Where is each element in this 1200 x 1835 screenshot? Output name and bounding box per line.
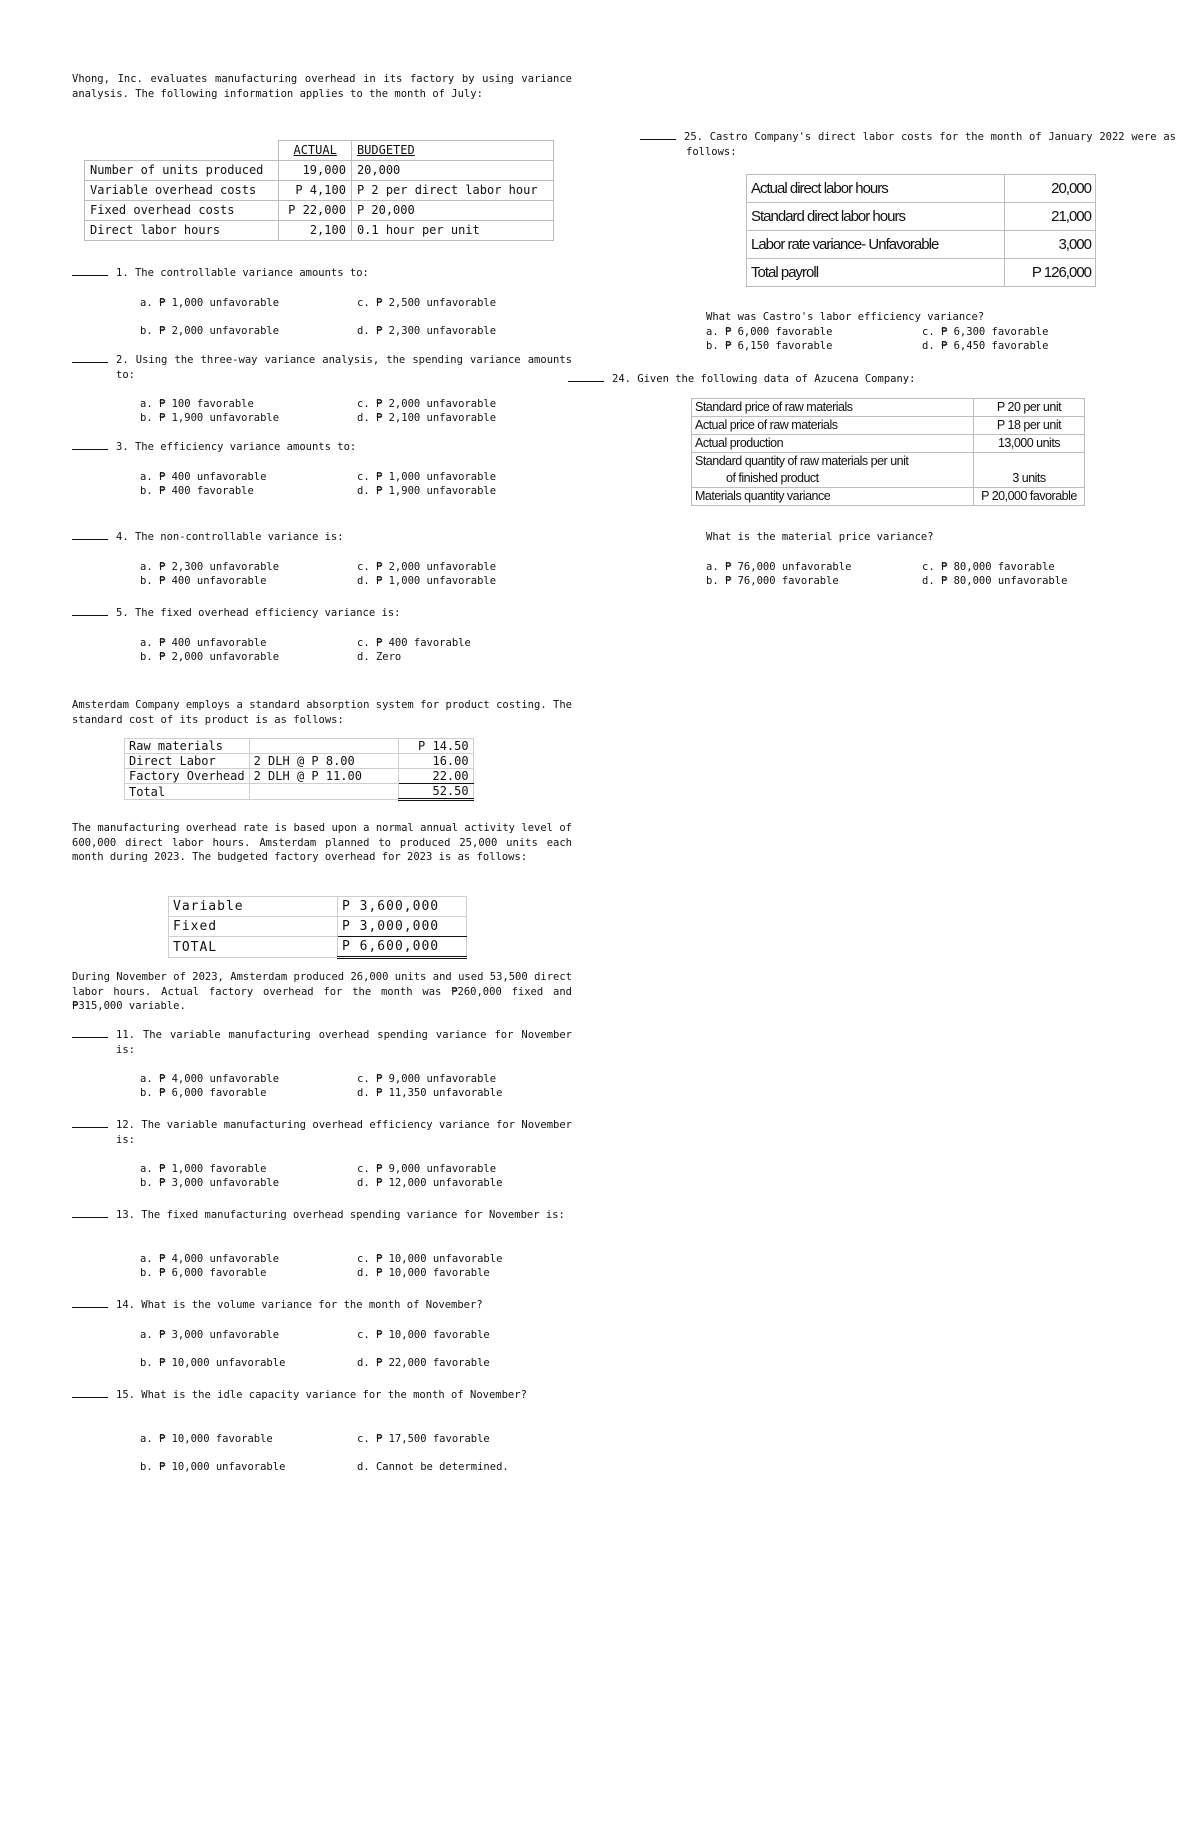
table-row — [125, 784, 474, 800]
answer-blank[interactable] — [72, 530, 108, 540]
table-row — [692, 453, 1085, 471]
question-14 — [72, 1298, 572, 1369]
row-value: 3 units — [974, 470, 1085, 488]
row-label: Variable — [169, 897, 338, 917]
row-label: Direct labor hours — [85, 221, 279, 241]
choice-b: b. ₱ 3,000 unfavorable — [140, 1177, 280, 1189]
choice-c: c. ₱ 1,000 unfavorable — [357, 471, 497, 483]
answer-blank[interactable] — [568, 372, 604, 382]
question-3 — [72, 440, 572, 497]
row-value: P 20 per unit — [974, 399, 1085, 417]
row-label: Raw materials — [125, 739, 250, 754]
question-stem: 5. The fixed overhead efficiency variance is: — [116, 607, 401, 619]
intro-vhong: Vhong, Inc. evaluates manufacturing overhead in its factory by using variance analysis. The following information applies to the month of July: — [72, 73, 572, 100]
choice-d: d. ₱ 2,300 unfavorable — [357, 325, 497, 337]
intro-amsterdam: Amsterdam Company employs a standard absorption system for product costing. The standard cost of its product is as follows: — [72, 699, 572, 726]
answer-blank[interactable] — [640, 130, 676, 140]
intro-november: During November of 2023, Amsterdam produced 26,000 units and used 53,500 direct labor hours. Actual factory overhead for the month was ₱260,000 fixed and ₱315,000 variable. — [72, 971, 572, 1012]
choice-d: d. ₱ 6,450 favorable — [922, 340, 1049, 352]
row-label: Total — [125, 784, 250, 800]
choice-c: c. ₱ 17,500 favorable — [357, 1433, 490, 1445]
choice-a: a. ₱ 1,000 unfavorable — [140, 297, 280, 309]
answer-blank[interactable] — [72, 266, 108, 276]
answer-blank[interactable] — [72, 440, 108, 450]
choice-b: b. ₱ 2,000 unfavorable — [140, 325, 280, 337]
choice-d: d. ₱ 80,000 unfavorable — [922, 575, 1068, 587]
row-value: 20,000 — [1005, 175, 1096, 203]
row-basis — [249, 784, 398, 800]
choice-c: c. ₱ 6,300 favorable — [922, 326, 1049, 338]
row-basis: 2 DLH @ P 11.00 — [249, 769, 398, 784]
choice-b: b. ₱ 10,000 unfavorable — [140, 1357, 286, 1369]
castro-table — [746, 174, 1096, 287]
row-label: of finished product — [692, 470, 974, 488]
choice-d: d. ₱ 11,350 unfavorable — [357, 1087, 503, 1099]
row-value: P 126,000 — [1005, 259, 1096, 287]
question-stem: 13. The fixed manufacturing overhead spending variance for November is: — [116, 1209, 565, 1221]
row-label: Actual production — [692, 435, 974, 453]
table-row — [692, 488, 1085, 506]
choice-a: a. ₱ 4,000 unfavorable — [140, 1073, 280, 1085]
question-stem: 11. The variable manufacturing overhead spending variance for November is: — [116, 1029, 572, 1056]
row-label: Actual direct labor hours — [747, 175, 1005, 203]
table-row — [747, 259, 1096, 287]
row-value: 13,000 units — [974, 435, 1085, 453]
choice-b: b. ₱ 6,000 favorable — [140, 1087, 267, 1099]
row-basis: 2 DLH @ P 8.00 — [249, 754, 398, 769]
row-label: Fixed overhead costs — [85, 201, 279, 221]
choice-a: a. ₱ 6,000 favorable — [706, 326, 833, 338]
question-15 — [72, 1388, 572, 1473]
question-stem: 2. Using the three-way variance analysis, the spending variance amounts to: — [116, 354, 572, 381]
table-row — [85, 141, 554, 161]
row-value: P 6,600,000 — [338, 937, 467, 958]
answer-blank[interactable] — [72, 353, 108, 363]
budgeted-value: 0.1 hour per unit — [351, 221, 553, 241]
intro-rate: The manufacturing overhead rate is based upon a normal annual activity level of 600,000 direct labor hours. Amsterdam planned to produced 25,000 units each month during 2023. The budgeted factory overhead for 2023 is as follows: — [72, 822, 572, 863]
row-value: P 3,600,000 — [338, 897, 467, 917]
choice-a: a. ₱ 1,000 favorable — [140, 1163, 267, 1175]
question-stem: 1. The controllable variance amounts to: — [116, 267, 369, 279]
question-12 — [72, 1118, 572, 1189]
table-row — [125, 754, 474, 769]
row-basis — [249, 739, 398, 754]
choice-a: a. ₱ 400 unfavorable — [140, 471, 267, 483]
row-value: 52.50 — [398, 784, 473, 800]
row-label: Actual price of raw materials — [692, 417, 974, 435]
answer-blank[interactable] — [72, 1118, 108, 1128]
choice-a: a. ₱ 2,300 unfavorable — [140, 561, 280, 573]
row-label: Factory Overhead — [125, 769, 250, 784]
question-stem: 15. What is the idle capacity variance for the month of November? — [116, 1389, 527, 1401]
actual-value: 2,100 — [279, 221, 352, 241]
row-label: TOTAL — [169, 937, 338, 958]
row-value: P 3,000,000 — [338, 917, 467, 937]
column-header-actual: ACTUAL — [293, 143, 337, 157]
choice-b: b. ₱ 76,000 favorable — [706, 575, 839, 587]
table-row — [692, 417, 1085, 435]
choice-c: c. ₱ 400 favorable — [357, 637, 471, 649]
table-row — [85, 201, 554, 221]
row-value: 16.00 — [398, 754, 473, 769]
question-5 — [72, 606, 572, 663]
choice-d: d. ₱ 1,000 unfavorable — [357, 575, 497, 587]
choice-b: b. ₱ 6,000 favorable — [140, 1267, 267, 1279]
column-header-budgeted: BUDGETED — [356, 143, 415, 157]
question-4 — [72, 530, 572, 587]
choice-c: c. ₱ 2,500 unfavorable — [357, 297, 497, 309]
choice-c: c. ₱ 9,000 unfavorable — [357, 1163, 497, 1175]
table-row — [85, 181, 554, 201]
row-value: P 14.50 — [398, 739, 473, 754]
table-row — [85, 161, 554, 181]
actual-value: P 4,100 — [279, 181, 352, 201]
choice-c: c. ₱ 10,000 unfavorable — [357, 1253, 503, 1265]
choice-b: b. ₱ 400 unfavorable — [140, 575, 267, 587]
budgeted-value: P 20,000 — [351, 201, 553, 221]
choice-c: c. ₱ 9,000 unfavorable — [357, 1073, 497, 1085]
table-row — [747, 231, 1096, 259]
row-label: Fixed — [169, 917, 338, 937]
table-row — [692, 470, 1085, 488]
budgeted-overhead-table — [168, 896, 467, 959]
row-label: Standard price of raw materials — [692, 399, 974, 417]
choice-d: d. ₱ 2,100 unfavorable — [357, 412, 497, 424]
choice-b: b. ₱ 10,000 unfavorable — [140, 1461, 286, 1473]
choice-a: a. ₱ 100 favorable — [140, 398, 254, 410]
choice-d: d. ₱ 22,000 favorable — [357, 1357, 490, 1369]
row-value: 21,000 — [1005, 203, 1096, 231]
choice-d: d. Zero — [357, 651, 402, 663]
row-label: Variable overhead costs — [85, 181, 279, 201]
row-label: Materials quantity variance — [692, 488, 974, 506]
choice-d: d. Cannot be determined. — [357, 1461, 509, 1473]
actual-value: 19,000 — [279, 161, 352, 181]
answer-blank[interactable] — [72, 1298, 108, 1308]
question-stem: What was Castro's labor efficiency variance? — [706, 311, 985, 323]
choice-c: c. ₱ 2,000 unfavorable — [357, 398, 497, 410]
row-value: P 20,000 favorable — [974, 488, 1085, 506]
question-stem: 24. Given the following data of Azucena Company: — [612, 373, 916, 385]
budgeted-value: P 2 per direct labor hour — [351, 181, 553, 201]
question-11 — [72, 1028, 572, 1099]
question-24 — [568, 372, 1068, 387]
choice-b: b. ₱ 6,150 favorable — [706, 340, 833, 352]
question-stem: 3. The efficiency variance amounts to: — [116, 441, 357, 453]
question-stem: 4. The non-controllable variance is: — [116, 531, 344, 543]
azucena-table — [691, 398, 1085, 506]
row-label: Direct Labor — [125, 754, 250, 769]
table-row — [169, 937, 467, 958]
choice-a: a. ₱ 10,000 favorable — [140, 1433, 273, 1445]
choice-b: b. ₱ 2,000 unfavorable — [140, 651, 280, 663]
choice-a: a. ₱ 400 unfavorable — [140, 637, 267, 649]
choice-a: a. ₱ 3,000 unfavorable — [140, 1329, 280, 1341]
answer-blank[interactable] — [72, 606, 108, 616]
table-row — [169, 917, 467, 937]
choice-c: c. ₱ 10,000 favorable — [357, 1329, 490, 1341]
choice-d: d. ₱ 1,900 unfavorable — [357, 485, 497, 497]
table-row — [747, 203, 1096, 231]
actual-value: P 22,000 — [279, 201, 352, 221]
question-2 — [72, 353, 572, 424]
question-25-part — [640, 310, 1140, 352]
choice-d: d. ₱ 10,000 favorable — [357, 1267, 490, 1279]
choice-a: a. ₱ 76,000 unfavorable — [706, 561, 852, 573]
question-25 — [640, 130, 1176, 159]
question-stem: 25. Castro Company's direct labor costs for the month of January 2022 were as follows: — [684, 131, 1176, 158]
table-row — [125, 739, 474, 754]
question-24-part — [640, 530, 1140, 587]
choice-a: a. ₱ 4,000 unfavorable — [140, 1253, 280, 1265]
row-value — [974, 453, 1085, 471]
vhong-table — [84, 140, 554, 241]
choice-c: c. ₱ 2,000 unfavorable — [357, 561, 497, 573]
row-value: 3,000 — [1005, 231, 1096, 259]
question-13 — [72, 1208, 572, 1279]
standard-cost-table — [124, 738, 474, 801]
table-row — [692, 399, 1085, 417]
choice-d: d. ₱ 12,000 unfavorable — [357, 1177, 503, 1189]
question-stem: What is the material price variance? — [706, 531, 934, 543]
row-label: Total payroll — [747, 259, 1005, 287]
question-1 — [72, 266, 572, 337]
row-label: Standard quantity of raw materials per unit — [692, 453, 974, 471]
question-stem: 12. The variable manufacturing overhead efficiency variance for November is: — [116, 1119, 572, 1146]
row-value: P 18 per unit — [974, 417, 1085, 435]
row-label: Standard direct labor hours — [747, 203, 1005, 231]
choice-b: b. ₱ 1,900 unfavorable — [140, 412, 280, 424]
table-row — [747, 175, 1096, 203]
choice-c: c. ₱ 80,000 favorable — [922, 561, 1055, 573]
answer-blank[interactable] — [72, 1388, 108, 1398]
answer-blank[interactable] — [72, 1028, 108, 1038]
choice-b: b. ₱ 400 favorable — [140, 485, 254, 497]
budgeted-value: 20,000 — [351, 161, 553, 181]
table-row — [125, 769, 474, 784]
table-row — [692, 435, 1085, 453]
table-row — [169, 897, 467, 917]
answer-blank[interactable] — [72, 1208, 108, 1218]
row-label: Labor rate variance- Unfavorable — [747, 231, 1005, 259]
question-stem: 14. What is the volume variance for the month of November? — [116, 1299, 483, 1311]
row-label: Number of units produced — [85, 161, 279, 181]
table-row — [85, 221, 554, 241]
row-value: 22.00 — [398, 769, 473, 784]
